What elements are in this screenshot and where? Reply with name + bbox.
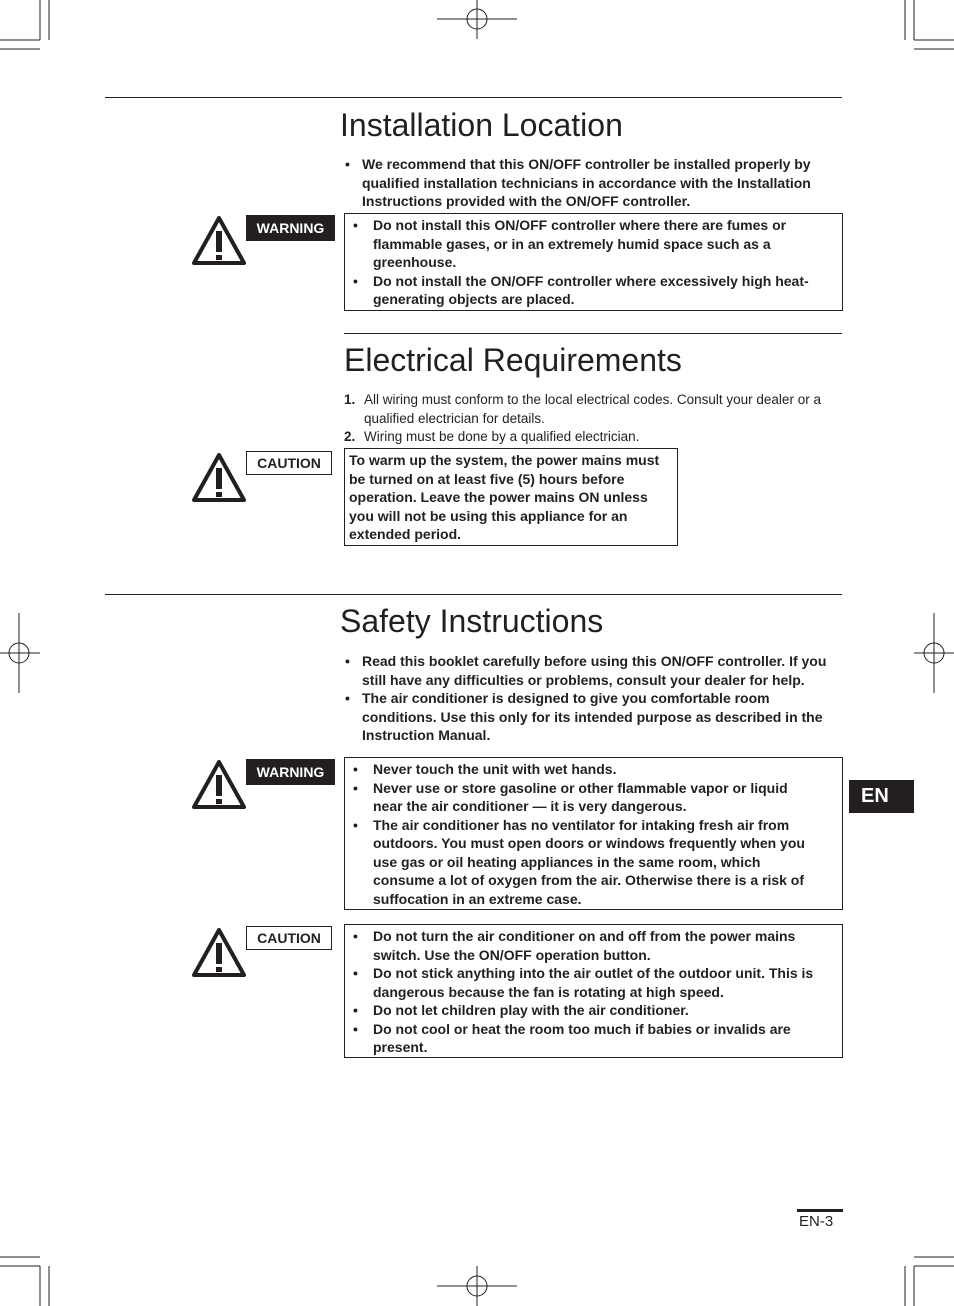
list-item: • We recommend that this ON/OFF controller be installed properly by qualified installation technicians in accordance with the Installation Instructions provided with the ON/OFF controller. bbox=[344, 155, 839, 211]
item-text: All wiring must conform to the local electrical codes. Consult your dealer or a qualified electrician for details. bbox=[364, 392, 821, 426]
warning-box bbox=[344, 757, 843, 910]
list-item: • Do not install the ON/OFF controller where excessively high heat-generating objects are placed. bbox=[345, 272, 842, 309]
warning-triangle-icon bbox=[191, 926, 247, 978]
list-item: • The air conditioner has no ventilator for intaking fresh air from outdoors. You must open doors or windows frequently when you use gas or oil heating appliances in the same room, which consume a lot of oxygen from the air. Otherwise there is a risk of suffocation in an extreme case. bbox=[345, 816, 842, 909]
section-title-installation: Installation Location bbox=[340, 107, 623, 143]
list-item: • Never use or store gasoline or other flammable vapor or liquid near the air conditioner — it is very dangerous. bbox=[345, 779, 842, 816]
list-item: • The air conditioner is designed to give you comfortable room conditions. Use this only for its intended purpose as described in the Instruction Manual. bbox=[344, 689, 839, 745]
safety-intro-list bbox=[344, 652, 839, 745]
section-rule bbox=[105, 97, 842, 98]
warning-label: WARNING bbox=[246, 759, 335, 785]
item-number: 1. bbox=[344, 392, 356, 407]
warning-triangle-icon bbox=[191, 758, 247, 810]
page-number: EN-3 bbox=[799, 1213, 834, 1230]
warning-triangle-icon bbox=[191, 214, 247, 266]
section-title-safety: Safety Instructions bbox=[340, 603, 604, 639]
list-item: • Never touch the unit with wet hands. bbox=[345, 760, 842, 779]
list-item: • Do not stick anything into the air outlet of the outdoor unit. This is dangerous because the fan is rotating at high speed. bbox=[345, 964, 842, 1001]
electrical-numbered-list bbox=[344, 391, 842, 447]
list-item bbox=[344, 428, 842, 447]
list-item: • Do not let children play with the air conditioner. bbox=[345, 1001, 842, 1020]
caution-box: To warm up the system, the power mains must be turned on at least five (5) hours before operation. Leave the power mains ON unless you will not be using this appliance for an extended period. bbox=[344, 448, 678, 546]
page-number-rule bbox=[797, 1209, 843, 1212]
caution-label: CAUTION bbox=[246, 451, 332, 475]
language-tab: EN bbox=[849, 780, 914, 813]
section-rule bbox=[105, 594, 842, 595]
installation-intro-list bbox=[344, 155, 839, 211]
list-item: • Do not turn the air conditioner on and off from the power mains switch. Use the ON/OFF operation button. bbox=[345, 927, 842, 964]
warning-label: WARNING bbox=[246, 215, 335, 241]
caution-label: CAUTION bbox=[246, 926, 332, 950]
list-item bbox=[344, 391, 842, 428]
list-item: • Do not install this ON/OFF controller where there are fumes or flammable gases, or in an extremely humid space such as a greenhouse. bbox=[345, 216, 842, 272]
list-item: • Do not cool or heat the room too much if babies or invalids are present. bbox=[345, 1020, 842, 1057]
warning-triangle-icon bbox=[191, 451, 247, 503]
section-rule bbox=[344, 333, 842, 334]
caution-box bbox=[344, 924, 843, 1058]
section-title-electrical: Electrical Requirements bbox=[344, 342, 682, 378]
list-item: • Read this booklet carefully before using this ON/OFF controller. If you still have any difficulties or problems, consult your dealer for help. bbox=[344, 652, 839, 689]
warning-box bbox=[344, 213, 843, 311]
item-text: Wiring must be done by a qualified electrician. bbox=[364, 429, 640, 444]
item-number: 2. bbox=[344, 429, 356, 444]
